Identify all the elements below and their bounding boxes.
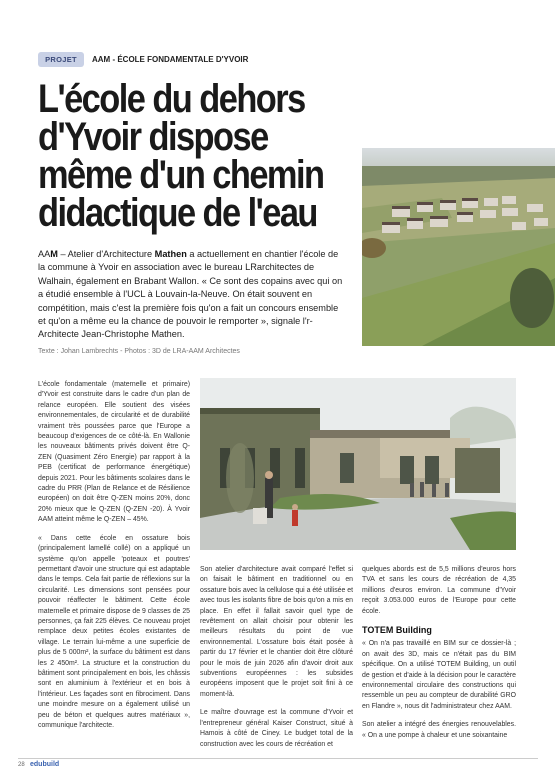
- aerial-photo: [362, 148, 555, 346]
- footer-brand: edubuild: [30, 761, 60, 768]
- subheading: TOTEM Building: [362, 625, 432, 636]
- paragraph: quelques abords est de 5,5 millions d'euros hors TVA et sans les cours de récréation de 4,35 millions d'euros environ. La commune d'Yvoir reçoit 3.053.000 euros de l'Europe pour cette école.: [362, 566, 516, 615]
- school-rendering: [200, 378, 516, 550]
- body-column-2: [200, 565, 353, 758]
- article-title: [38, 77, 324, 235]
- page-number: 28: [18, 762, 25, 768]
- intro-prefix-bold: M: [50, 249, 58, 259]
- title-line: didactique de l'eau: [38, 191, 317, 235]
- footer-rule: [18, 758, 538, 759]
- title-line: L'école du dehors: [38, 77, 305, 121]
- kicker: AAM - ÉCOLE FONDAMENTALE D'YVOIR: [92, 55, 249, 64]
- intro-text: a actuellement en chantier l'école de la commune à Yvoir en association avec le bureau LRarchitectes de Walhain, également en Brabant Wallon. « Ce sont des copains avec qui on a étudié ensemble à l'UCL à Louvain-la-Neuve. On était souvent en compétition, mais c'est la première fois qu'on a fait un concours ensemble et qu'on a même eu la chance de pouvoir le remporter », signale l'r-Architecte Jean-Christophe Mathen.: [38, 249, 343, 340]
- section-tag: PROJET: [38, 52, 84, 67]
- title-line: même d'un chemin: [38, 153, 324, 197]
- paragraph: L'école fondamentale (maternelle et primaire) d'Yvoir est construite dans le cadre d'un plan de relance européen. Elle soutient des visées environnementales, de circularité et de durabilité vraiment très poussées parce que l'Europe a beaucoup d'exigences de ce côté-là. En Wallonie les nouveaux bâtiments privés doivent être Q-ZEN (Quasiment Zéro Energie) par rapport à la PEB (certificat de performance énergétique) depuis 2021. Pour les bâtiments scolaires dans le cadre du PRR (Plan de Relance et de Résilience européen) on doit être Q-ZEN moins 20%, donc 20% mieux que le Q-ZEN (Q-ZEN -20). À Yvoir AAM atteint même le Q-ZEN – 45%.: [38, 381, 190, 524]
- body-column-1: [38, 380, 190, 739]
- intro-text: – Atelier d'Architecture: [57, 249, 155, 259]
- paragraph: « Dans cette école en ossature bois (principalement lamellé collé) on a appliqué un système qu'on appelle 'poteaux et poutres' permettant d'avoir une structure qui est adaptable dans le temps. Cela fait partie de réflexions sur la circularité. Les dimensions sont pensées pour pouvoir réaffecter le bâtiment. Cette école maternelle et primaire dispose de 9 classes de 25 personnes, ça fait 225 élèves. Ce nouveau projet remplace deux petites écoles existantes de village. Le terrain lui-même a une superficie de plus de 5 000m², la surface du bâtiment est dans les 2 450m². La structure et la construction du bâtiment sont principalement en bois, les châssis sont en aluminium à l'extérieur et en bois à l'intérieur. Les façades sont en fibrociment. Dans une moindre mesure on a également utilisé un peu de béton et quelques autres matériaux », communique l'architecte.: [38, 534, 190, 729]
- paragraph: Le maître d'ouvrage est la commune d'Yvoir et l'entrepreneur général Kaiser Construct, situé à Hamois à côté de Ciney. Le budget total de la construction avec les cours de récréation et: [200, 709, 353, 748]
- intro-prefix: AA: [38, 249, 51, 259]
- paragraph: Son atelier a intégré des énergies renouvelables. « On a une pompe à chaleur et une soixantaine: [362, 721, 516, 739]
- paragraph: « On n'a pas travaillé en BIM sur ce dossier-là ; on avait des 3D, mais ce n'était pas du BIM spécifique. On a utilisé TOTEM Building, un outil de gestion et d'aide à la décision pour le caractère environnemental circulaire des constructions qui ressemble un peu au compteur de durabilité GRO en Flandre », nous dit l'administrateur chez AAM.: [362, 640, 516, 710]
- intro-paragraph: [38, 248, 344, 342]
- body-column-3: [362, 565, 516, 749]
- photo-credit: Texte : Johan Lambrechts - Photos : 3D de LRA-AAM Architectes: [38, 348, 240, 355]
- title-line: d'Yvoir dispose: [38, 115, 268, 159]
- paragraph: Son atelier d'architecture avait comparé l'effet si on faisait le bâtiment en traditionnel ou en ossature bois avec la cellulose qui a été utilisée et avec tous les isolants fibre de bois qu'on a mis en place. En effet il fallait savoir quel type de revêtement on allait choisir pour obtenir les meilleurs résultats du point de vue environnemental. L'ossature bois était posée à partir du 17 février et le chantier doit être clôturé pour le mois de juin 2026 afin d'avoir droit aux subventions européennes : les subsides européens imposent que le projet soit fini à ce moment-là.: [200, 566, 353, 698]
- intro-bold: Mathen: [154, 249, 187, 259]
